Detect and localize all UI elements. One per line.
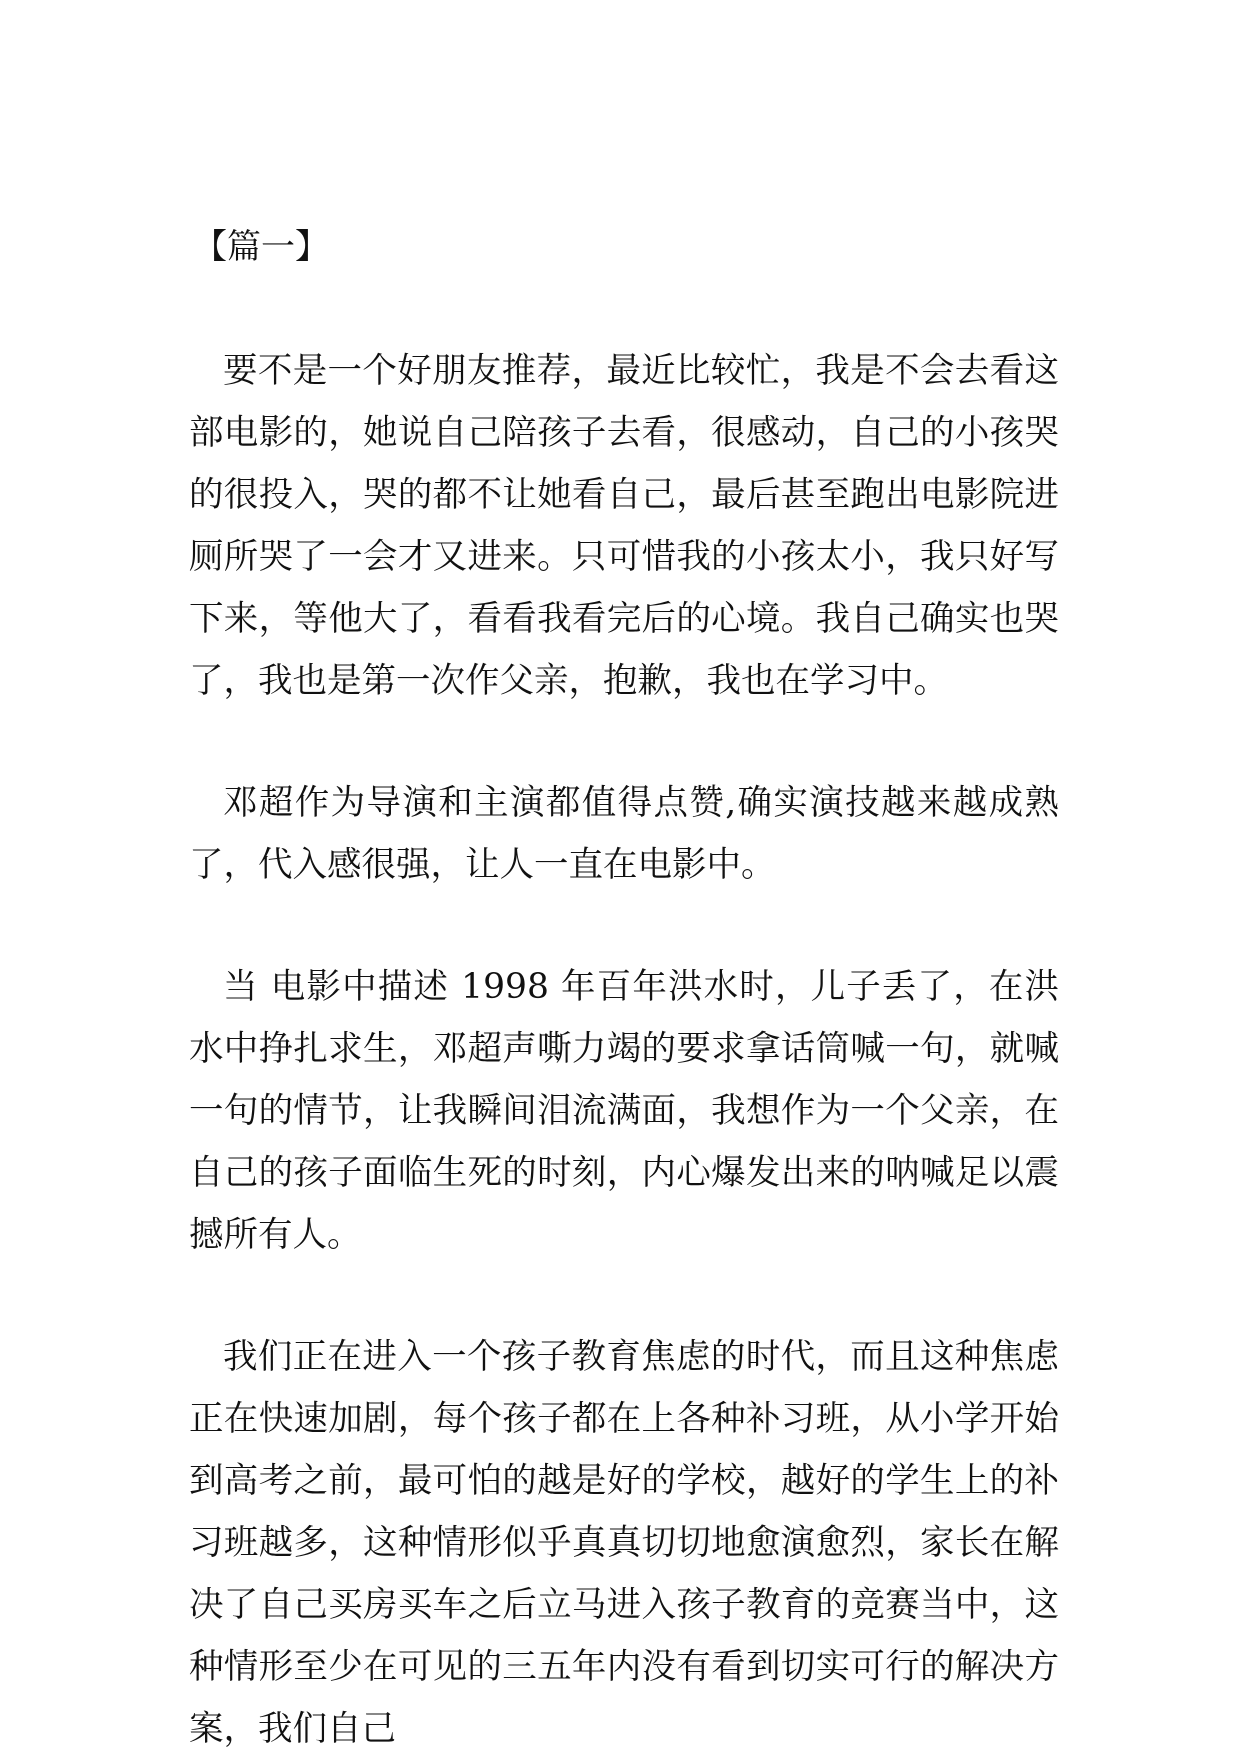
document-body bbox=[189, 340, 1059, 1760]
paragraph-3: 当 电影中描述 1998 年百年洪水时，儿子丢了，在洪水中挣扎求生，邓超声嘶力竭的要求拿话筒喊一句，就喊一句的情节，让我瞬间泪流满面，我想作为一个父亲，在自己的孩子面临生死的时刻，内心爆发出来的呐喊足以震撼所有人。 bbox=[189, 967, 1059, 1255]
paragraph-4: 我们正在进入一个孩子教育焦虑的时代，而且这种焦虑正在快速加剧，每个孩子都在上各种补习班，从小学开始到高考之前，最可怕的越是好的学校，越好的学生上的补习班越多，这种情形似乎真真切切地愈演愈烈，家长在解决了自己买房买车之后立马进入孩子教育的竞赛当中，这种情形至少在可见的三五年内没有看到切实可行的解决方案，我们自己 bbox=[189, 1337, 1059, 1749]
paragraph-2: 邓超作为导演和主演都值得点赞,确实演技越来越成熟了，代入感很强，让人一直在电影中。 bbox=[189, 783, 1059, 885]
section-heading: 【篇一】 bbox=[193, 227, 329, 267]
paragraph-1: 要不是一个好朋友推荐，最近比较忙，我是不会去看这部电影的，她说自己陪孩子去看，很感动，自己的小孩哭的很投入，哭的都不让她看自己，最后甚至跑出电影院进厕所哭了一会才又进来。只可惜我的小孩太小，我只好写下来，等他大了，看看我看完后的心境。我自己确实也哭了，我也是第一次作父亲，抱歉，我也在学习中。 bbox=[189, 351, 1059, 701]
